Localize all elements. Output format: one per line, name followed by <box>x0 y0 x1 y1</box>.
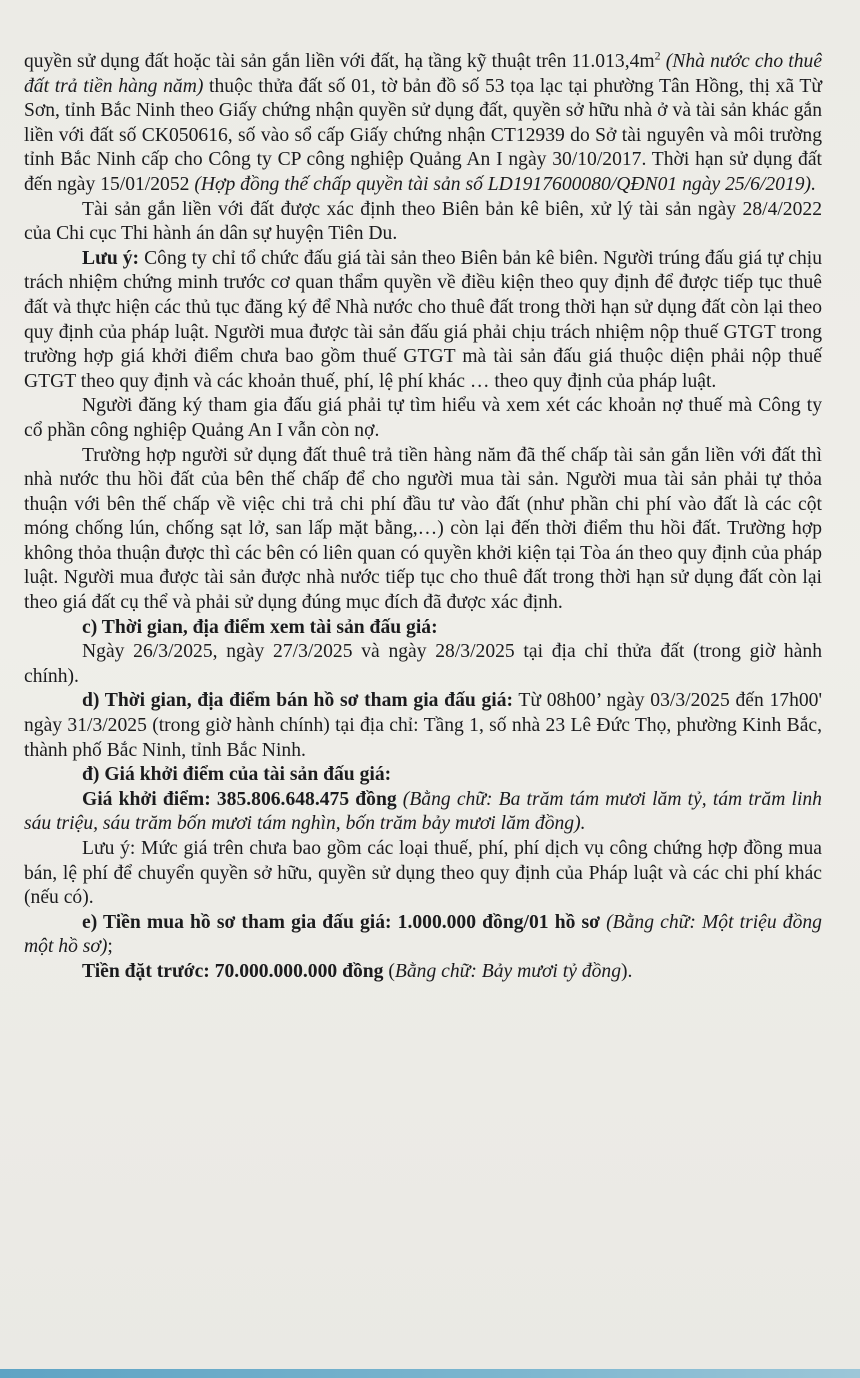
fee-in-words: (Bằng chữ: Một triệu đồng một hồ sơ) <box>24 911 822 958</box>
heading-text: d) Thời gian, địa điểm bán hồ sơ tham gia đấu giá: <box>82 690 514 712</box>
paragraph-attached-assets: Tài sản gắn liền với đất được xác định theo Biên bản kê biên, xử lý tài sản ngày 28/4/2022 của Chi cục Thi hành án dân sự huyện Tiên Du. <box>24 198 822 245</box>
paragraph-price-note: Lưu ý: Mức giá trên chưa bao gồm các loại thuế, phí, phí dịch vụ công chứng hợp đồng mua bán, lệ phí để chuyển quyền sở hữu, quyền sử dụng theo quy định của Pháp luật và các chi phí khác (nếu có). <box>24 838 822 909</box>
document-body <box>24 50 822 985</box>
paragraph-viewing-time: Ngày 26/3/2025, ngày 27/3/2025 và ngày 28/3/2025 tại địa chỉ thửa đất (trong giờ hành chính). <box>24 641 822 687</box>
paragraph-mortgage: Trường hợp người sử dụng đất thuê trả tiền hàng năm đã thế chấp tài sản gắn liền với đất thì nhà nước thu hồi đất của bên thế chấp để cho người mua tài sản. Người mua tài sản phải tự thỏa thuận với bên thế chấp về việc chi trả chi phí đầu tư vào đất (như phần chi phí vào đất là các cột móng chống lún, chống sạt lở, san lấp mặt bằng,…) còn lại đến thời điểm thu hồi đất. Trường hợp không thỏa thuận được thì các bên có liên quan có quyền khởi kiện tại Tòa án theo quy định của pháp luật. Người mua được tài sản được nhà nước tiếp tục cho thuê đất trong thời hạn sử dụng đất còn lại theo giá đất cụ thể và phải sử dụng đúng mục đích đã được xác định. <box>24 444 822 614</box>
text: Từ 08h00’ ngày 03/3/2025 đến 17h00' ngày 31/3/2025 (trong giờ hành chính) tại địa chỉ: Tầng 1, số nhà 23 Lê Đức Thọ, phường Kinh Bắc, thành phố Bắc Ninh, tỉnh Bắc Ninh. <box>24 690 822 761</box>
superscript: 2 <box>654 48 661 63</box>
text: ). <box>621 960 633 982</box>
paragraph-land-description <box>24 50 822 198</box>
text: Công ty chỉ tổ chức đấu giá tài sản theo Biên bản kê biên. Người trúng đấu giá tự chịu trách nhiệm chứng minh trước cơ quan thẩm quyền về điều kiện theo quy định để được tiếp tục thuê đất và thực hiện các thủ tục đăng ký để Nhà nước cho thuê đất trong thời hạn sử dụng đất còn lại theo quy định của pháp luật. Người mua được tài sản đấu giá phải chịu trách nhiệm nộp thuế GTGT trong trường hợp giá khởi điểm chưa bao gồm thuế GTGT mà tài sản đấu giá thuộc diện phải nộp thuế GTGT theo quy định và các khoản thuế, phí, lệ phí khác … theo quy định của pháp luật. <box>24 247 822 392</box>
note-label: Lưu ý: <box>82 247 140 269</box>
text: ( <box>383 960 395 982</box>
paragraph-note <box>24 247 822 395</box>
heading-viewing-time <box>24 616 822 641</box>
text: thuộc thửa đất số 01, tờ bản đồ số 53 tọa lạc tại phường Tân Hồng, thị xã Từ Sơn, tỉnh Bắc Ninh theo Giấy chứng nhận quyền sử dụng đất, quyền sở hữu nhà ở và tài sản khác gắn liền với đất số CK050616, số vào sổ cấp Giấy chứng nhận CT12939 do Sở tài nguyên và môi trường tỉnh Bắc Ninh cấp cho Công ty CP công nghiệp Quảng An I ngày 30/10/2017. Thời hạn sử dụng đất đến ngày 15/01/2052 <box>24 75 822 195</box>
starting-price: Giá khởi điểm: 385.806.648.475 đồng <box>82 788 397 810</box>
paragraph-dossier-fee <box>24 911 822 960</box>
text: ; <box>107 936 113 958</box>
price-in-words: (Bằng chữ: Ba trăm tám mươi lăm tỷ, tám trăm linh sáu triệu, sáu trăm bốn mươi tám nghìn, bốn trăm bảy mươi lăm đồng). <box>24 788 822 835</box>
paragraph-dossier-sale <box>24 689 822 763</box>
italic-contract-ref: (Hợp đồng thế chấp quyền tài sản số LD1917600080/QĐN01 ngày 25/6/2019). <box>194 173 816 195</box>
paragraph-tax-debts: Người đăng ký tham gia đấu giá phải tự tìm hiểu và xem xét các khoản nợ thuế mà Công ty cổ phần công nghiệp Quảng An I vẫn còn nợ. <box>24 395 822 441</box>
deposit-in-words: Bằng chữ: Bảy mươi tỷ đồng <box>394 960 621 982</box>
deposit-amount: Tiền đặt trước: 70.000.000.000 đồng <box>82 960 384 982</box>
heading-starting-price <box>24 763 822 788</box>
background-edge <box>0 1369 860 1378</box>
heading-text: đ) Giá khởi điểm của tài sản đấu giá: <box>82 764 392 786</box>
paragraph-deposit <box>24 960 822 985</box>
text: quyền sử dụng đất hoặc tài sản gắn liền với đất, hạ tầng kỹ thuật trên 11.013,4m <box>24 51 655 72</box>
dossier-fee: e) Tiền mua hồ sơ tham gia đấu giá: 1.000.000 đồng/01 hồ sơ <box>82 911 600 933</box>
heading-text: c) Thời gian, địa điểm xem tài sản đấu giá: <box>82 616 438 638</box>
paragraph-starting-price <box>24 788 822 837</box>
italic-note: (Nhà nước cho thuê đất trả tiền hàng năm) <box>24 51 823 97</box>
